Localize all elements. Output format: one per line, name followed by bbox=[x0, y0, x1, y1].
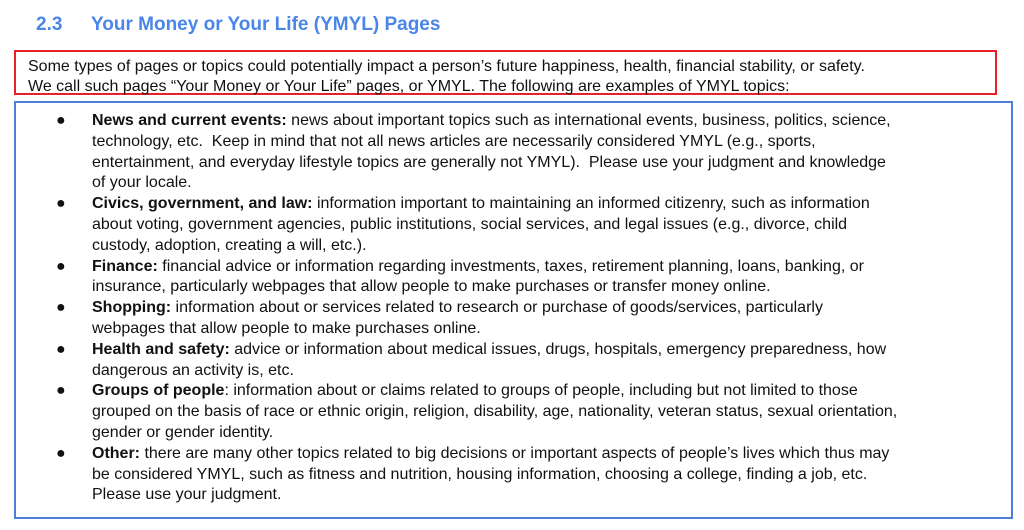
topic-item bbox=[16, 194, 981, 256]
topic-label: Civics, government, and law: bbox=[92, 195, 313, 213]
intro-box bbox=[14, 50, 997, 95]
topic-text: insurance, particularly webpages that allow people to make purchases or transfer money online. bbox=[92, 278, 771, 296]
topic-line bbox=[92, 132, 981, 153]
topic-line bbox=[92, 361, 981, 382]
topic-line bbox=[92, 319, 981, 340]
topics-list bbox=[16, 111, 981, 506]
section-heading bbox=[36, 14, 440, 36]
topic-line bbox=[92, 257, 981, 278]
intro-line-2: We call such pages “Your Money or Your Life” pages, or YMYL. The following are examples of YMYL topics: bbox=[28, 78, 790, 95]
topic-text: : information about or claims related to groups of people, including but not limited to those bbox=[224, 382, 858, 400]
topic-text: information important to maintaining an informed citizenry, such as information bbox=[312, 195, 870, 213]
bullet-icon: ● bbox=[56, 195, 66, 213]
topic-label: News and current events: bbox=[92, 112, 287, 129]
topic-text: about voting, government agencies, public institutions, social services, and legal issues (e.g., divorce, child bbox=[92, 215, 848, 233]
topic-text: news about important topics such as international events, business, politics, science, bbox=[286, 112, 891, 129]
topic-label: Groups of people bbox=[92, 382, 225, 400]
topic-text: of your locale. bbox=[92, 174, 192, 192]
topic-line bbox=[92, 381, 981, 402]
section-title: Your Money or Your Life (YMYL) Pages bbox=[91, 14, 441, 35]
topic-line bbox=[92, 153, 981, 174]
topic-text: gender or gender identity. bbox=[92, 423, 274, 441]
topic-line bbox=[92, 236, 981, 257]
topic-text: be considered YMYL, such as fitness and nutrition, housing information, choosing a college, finding a job, etc. bbox=[92, 465, 868, 483]
bullet-icon: ● bbox=[56, 112, 66, 129]
topic-label: Finance: bbox=[92, 257, 158, 275]
topic-text: custody, adoption, creating a will, etc.). bbox=[92, 236, 367, 254]
intro-line-1: Some types of pages or topics could potentially impact a person’s future happiness, health, financial stability, or safety. bbox=[28, 58, 865, 75]
topic-text: dangerous an activity is, etc. bbox=[92, 361, 294, 379]
topic-line bbox=[92, 465, 981, 486]
topic-line bbox=[92, 402, 981, 423]
bullet-icon: ● bbox=[56, 257, 66, 275]
bullet-icon: ● bbox=[56, 382, 66, 400]
topic-text: Please use your judgment. bbox=[92, 486, 282, 504]
topic-text: advice or information about medical issues, drugs, hospitals, emergency preparedness, how bbox=[229, 340, 887, 358]
topic-line bbox=[92, 215, 981, 236]
topic-item bbox=[16, 381, 981, 443]
topic-line bbox=[92, 423, 981, 444]
bullet-icon: ● bbox=[56, 340, 66, 358]
topic-line bbox=[92, 173, 981, 194]
topic-label: Other: bbox=[92, 444, 140, 462]
topic-line bbox=[92, 111, 981, 132]
topic-line bbox=[92, 298, 981, 319]
topic-item bbox=[16, 444, 981, 506]
topic-label: Shopping: bbox=[92, 299, 172, 317]
topic-item bbox=[16, 111, 981, 194]
topic-text: webpages that allow people to make purchases online. bbox=[92, 319, 481, 337]
topics-box bbox=[14, 101, 1013, 519]
topic-item bbox=[16, 257, 981, 299]
topic-text: information about or services related to research or purchase of goods/services, particularly bbox=[171, 299, 823, 317]
topic-text: entertainment, and everyday lifestyle topics are generally not YMYL). Please use your judgment and knowledge bbox=[92, 153, 886, 171]
topic-item bbox=[16, 298, 981, 340]
topic-item bbox=[16, 340, 981, 382]
bullet-icon: ● bbox=[56, 299, 66, 317]
topic-line bbox=[92, 485, 981, 506]
topic-text: there are many other topics related to big decisions or important aspects of people’s lives which thus may bbox=[140, 444, 890, 462]
topic-line bbox=[92, 277, 981, 298]
topic-text: technology, etc. Keep in mind that not all news articles are necessarily considered YMYL (e.g., sports, bbox=[92, 132, 816, 150]
topic-line bbox=[92, 340, 981, 361]
topic-text: financial advice or information regarding investments, taxes, retirement planning, loans, banking, or bbox=[157, 257, 864, 275]
topic-label: Health and safety: bbox=[92, 340, 230, 358]
topic-text: grouped on the basis of race or ethnic origin, religion, disability, age, nationality, veteran status, sexual orientation, bbox=[92, 403, 898, 421]
section-number: 2.3 bbox=[36, 14, 63, 35]
topic-line bbox=[92, 444, 981, 465]
topic-line bbox=[92, 194, 981, 215]
bullet-icon: ● bbox=[56, 444, 66, 462]
